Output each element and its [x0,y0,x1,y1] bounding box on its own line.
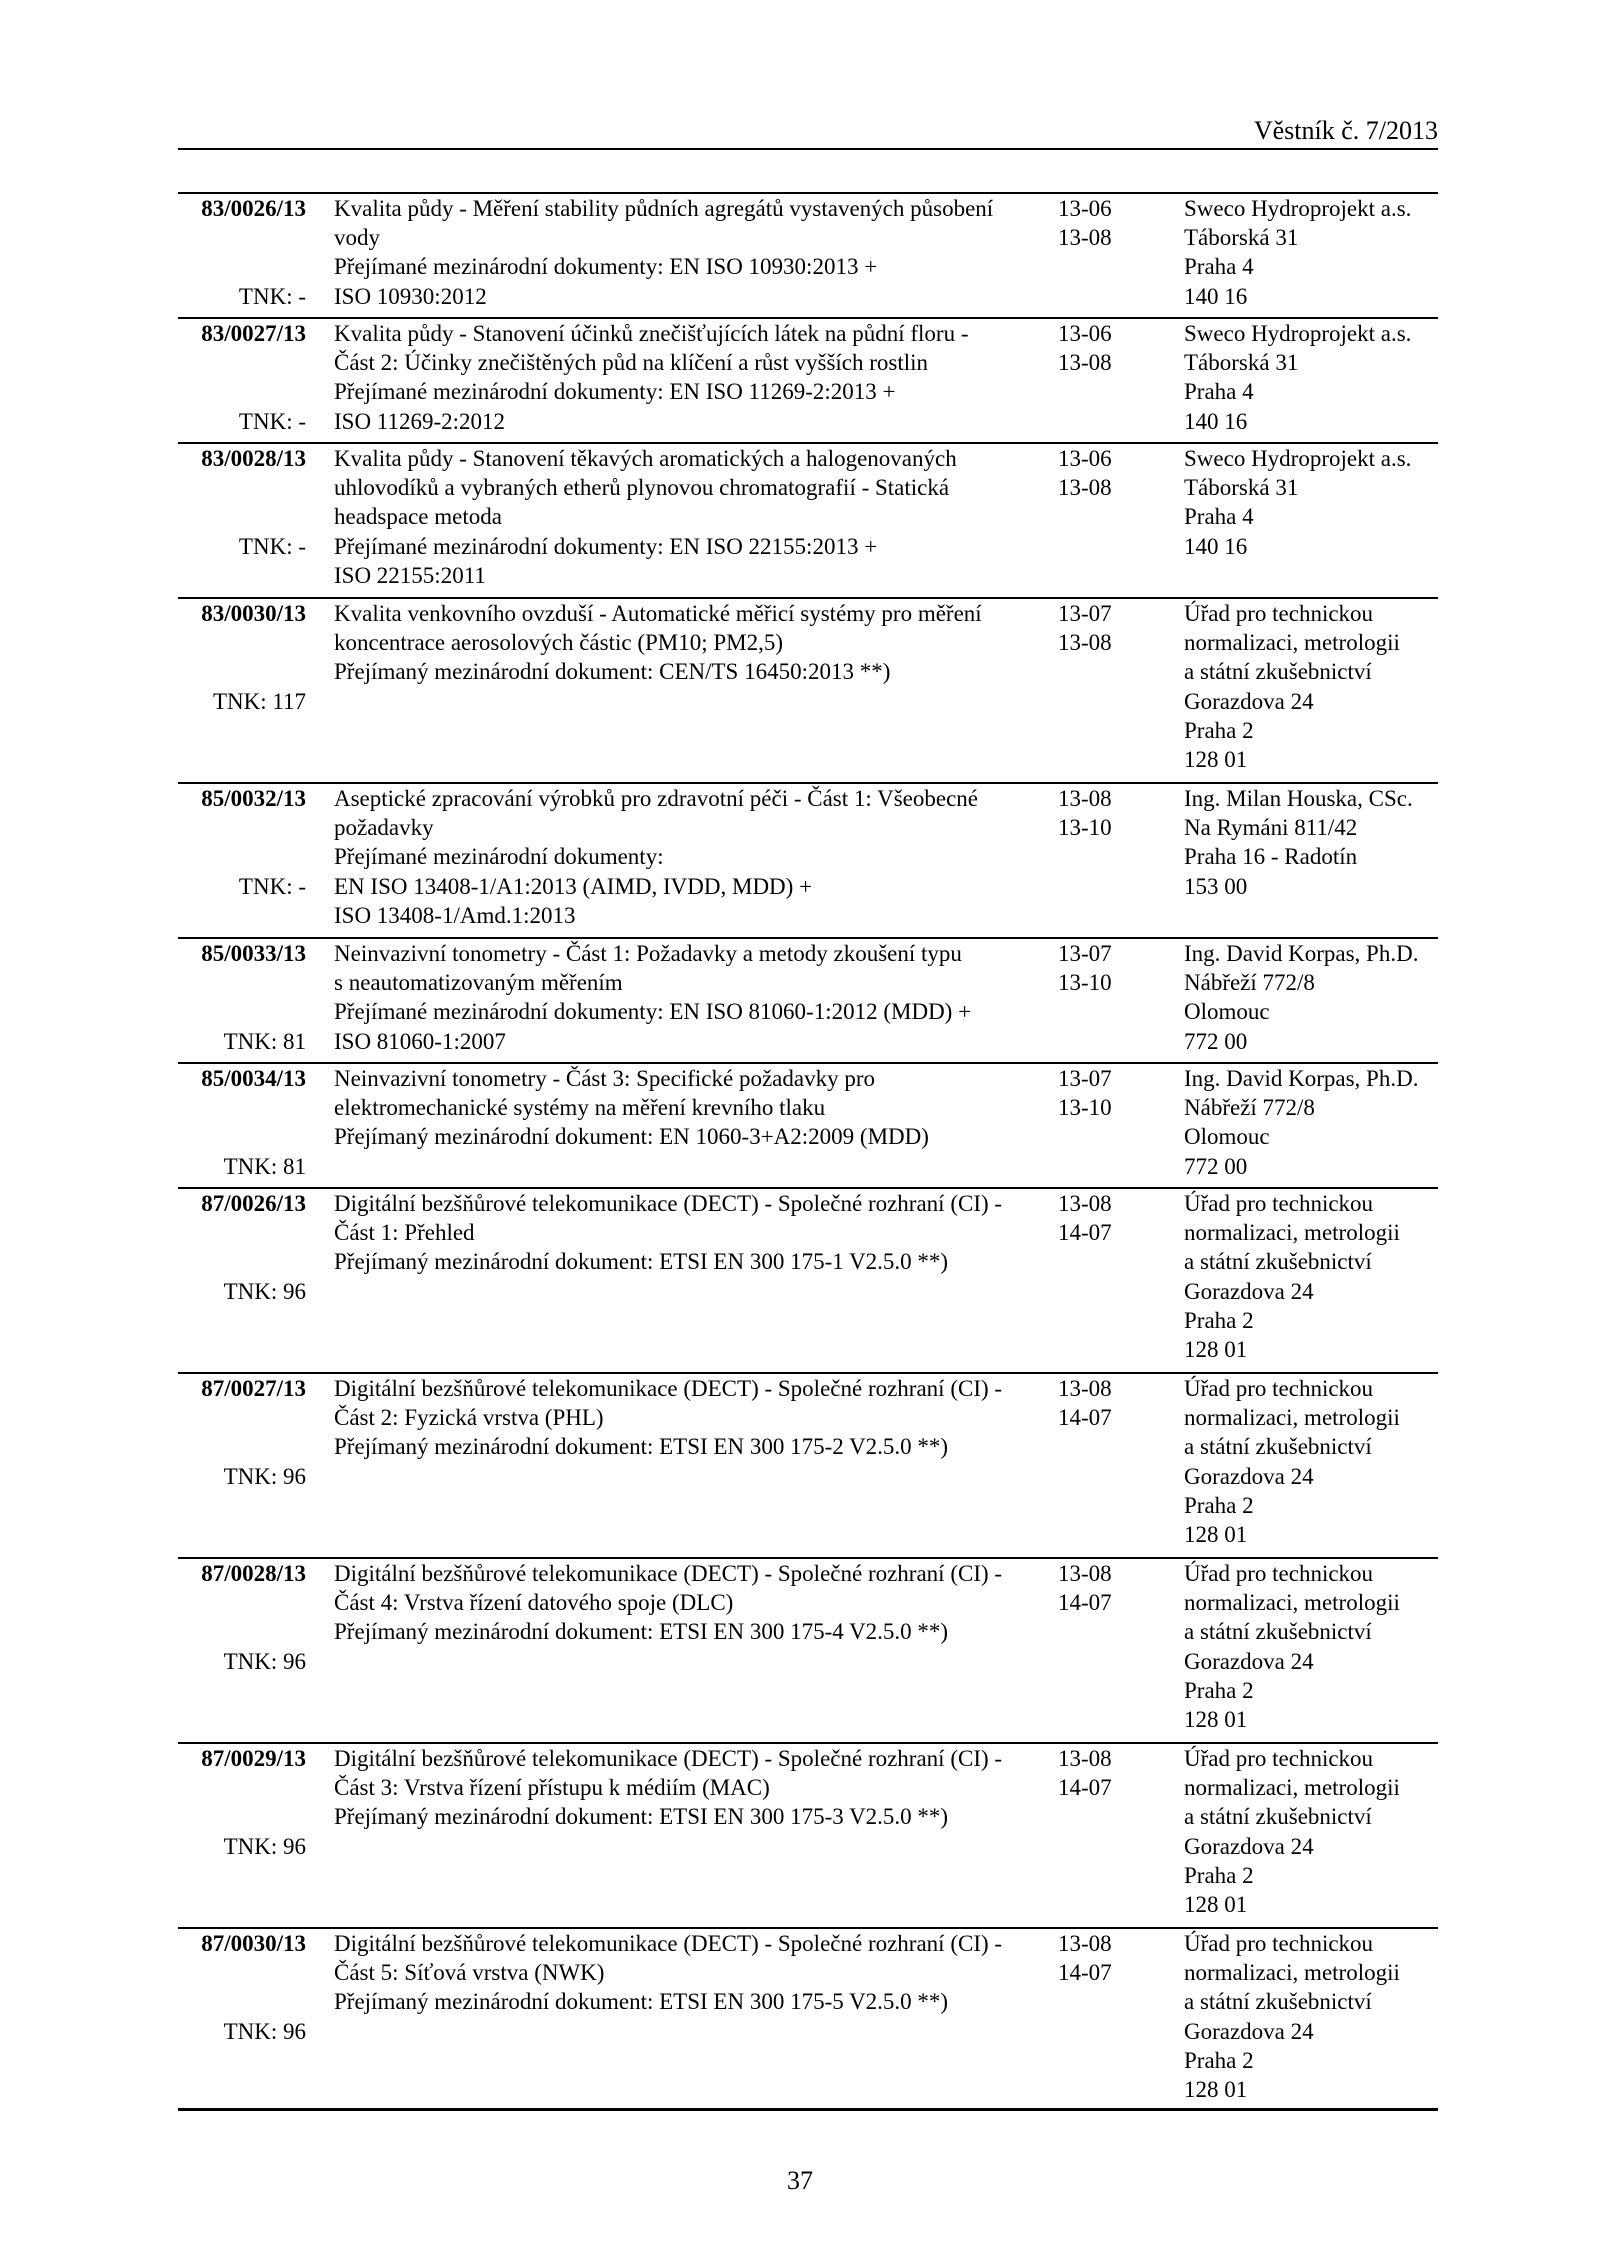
record-dates-cell [1058,1559,1148,1617]
record-row [178,1189,1438,1374]
record-row [178,1559,1438,1744]
address-line: Táborská 31 [1184,350,1299,376]
address-line: Olomouc [1184,999,1270,1025]
record-id-cell [178,194,306,311]
title-line: Kvalita půdy - Stanovení těkavých aromatických a halogenovaných [334,446,957,471]
address-line: a státní zkušebnictví [1184,1989,1372,2015]
record-number: 85/0033/13 [201,941,306,966]
date-value: 13-06 [1058,446,1112,471]
record-dates-cell [1058,1374,1148,1432]
record-row [178,444,1438,599]
title-line: ISO 11269-2:2012 [334,408,506,434]
date-value: 13-10 [1058,1095,1112,1121]
record-dates-cell [1058,1744,1148,1802]
record-address-cell [1184,1064,1438,1181]
title-line: Přejímaný mezinárodní dokument: ETSI EN 300 175-2 V2.5.0 **) [334,1434,949,1460]
address-line: 128 01 [1184,1522,1248,1548]
address-line: Sweco Hydroprojekt a.s. [1184,196,1412,221]
tnk-label: TNK: - [238,533,306,559]
title-line: Neinvazivní tonometry - Část 1: Požadavky a metody zkoušení typu [334,941,962,966]
record-id-cell [178,1744,306,1861]
record-row [178,1374,1438,1559]
record-row [178,784,1438,939]
address-line: 140 16 [1184,408,1248,434]
address-line: Gorazdova 24 [1184,1833,1314,1859]
title-line: elektromechanické systémy na měření krevního tlaku [334,1095,826,1121]
title-line: Část 3: Vrstva řízení přístupu k médiím (MAC) [334,1775,770,1801]
address-line: Praha 2 [1184,717,1254,743]
title-line: Přejímané mezinárodní dokumenty: EN ISO 81060-1:2012 (MDD) + [334,999,972,1025]
tnk-label: TNK: 96 [223,2018,306,2044]
record-address-cell [1184,1744,1438,1919]
record-address-cell [1184,319,1438,436]
record-row [178,1064,1438,1189]
title-line: Přejímaný mezinárodní dokument: ETSI EN 300 175-5 V2.5.0 **) [334,1989,949,2015]
address-line: Praha 2 [1184,1677,1254,1703]
date-value: 13-08 [1058,1931,1112,1956]
title-line: ISO 81060-1:2007 [334,1028,506,1054]
title-line: Digitální bezšňůrové telekomunikace (DECT) - Společné rozhraní (CI) - [334,1191,1003,1216]
tnk-label: TNK: - [238,283,306,309]
address-line: Úřad pro technickou [1184,1561,1374,1586]
tnk-label: TNK: 81 [223,1153,306,1179]
date-value: 13-06 [1058,321,1112,346]
title-line: ISO 13408-1/Amd.1:2013 [334,902,576,928]
address-line: normalizaci, metrologii [1184,1405,1400,1431]
record-row [178,599,1438,784]
title-line: Část 4: Vrstva řízení datového spoje (DLC) [334,1590,734,1616]
address-line: Praha 16 - Radotín [1184,844,1358,870]
title-line: Aseptické zpracování výrobků pro zdravotní péči - Část 1: Všeobecné [334,786,978,811]
tnk-label: TNK: 96 [223,1833,306,1859]
address-line: a státní zkušebnictví [1184,1804,1372,1830]
tnk-label: TNK: - [238,873,306,899]
record-number: 85/0034/13 [201,1066,306,1091]
address-line: Sweco Hydroprojekt a.s. [1184,321,1412,346]
record-row [178,939,1438,1064]
address-line: a státní zkušebnictví [1184,1249,1372,1275]
page-header [178,114,1438,150]
address-line: Gorazdova 24 [1184,688,1314,714]
title-line: Kvalita venkovního ovzduší - Automatické měřicí systémy pro měření [334,601,982,626]
record-number: 85/0032/13 [201,786,306,811]
address-line: Gorazdova 24 [1184,2018,1314,2044]
address-line: normalizaci, metrologii [1184,1590,1400,1616]
title-line: Digitální bezšňůrové telekomunikace (DECT) - Společné rozhraní (CI) - [334,1561,1003,1586]
address-line: 128 01 [1184,2077,1248,2103]
title-line: Část 1: Přehled [334,1220,475,1246]
address-line: Gorazdova 24 [1184,1463,1314,1489]
record-number: 83/0030/13 [201,601,306,626]
date-value: 13-08 [1058,630,1112,656]
address-line: Táborská 31 [1184,475,1299,501]
record-row [178,1744,1438,1929]
title-line: požadavky [334,815,434,841]
address-line: 128 01 [1184,1892,1248,1918]
date-value: 13-08 [1058,225,1112,251]
date-value: 13-08 [1058,1376,1112,1401]
address-line: Úřad pro technickou [1184,1746,1374,1771]
record-number: 87/0026/13 [201,1191,306,1216]
record-id-cell [178,1064,306,1181]
address-line: Úřad pro technickou [1184,1376,1374,1401]
title-line: uhlovodíků a vybraných etherů plynovou chromatografií - Statická [334,475,950,501]
address-line: 128 01 [1184,747,1248,773]
date-value: 13-10 [1058,815,1112,841]
record-number: 87/0028/13 [201,1561,306,1586]
record-dates-cell [1058,1189,1148,1247]
address-line: normalizaci, metrologii [1184,1960,1400,1986]
record-dates-cell [1058,599,1148,657]
title-line: Přejímaný mezinárodní dokument: ETSI EN 300 175-4 V2.5.0 **) [334,1619,949,1645]
record-id-cell [178,784,306,901]
tnk-label: TNK: 96 [223,1648,306,1674]
address-line: Praha 4 [1184,254,1254,280]
date-value: 14-07 [1058,1220,1112,1246]
records-table [178,192,1438,2111]
title-line: Neinvazivní tonometry - Část 3: Specifické požadavky pro [334,1066,875,1091]
record-number: 83/0026/13 [201,196,306,221]
date-value: 13-07 [1058,941,1112,966]
tnk-label: TNK: 96 [223,1463,306,1489]
address-line: 128 01 [1184,1707,1248,1733]
address-line: Ing. Milan Houska, CSc. [1184,786,1413,811]
address-line: normalizaci, metrologii [1184,1220,1400,1246]
address-line: 140 16 [1184,283,1248,309]
date-value: 13-08 [1058,1561,1112,1586]
record-number: 83/0028/13 [201,446,306,471]
address-line: normalizaci, metrologii [1184,1775,1400,1801]
date-value: 13-08 [1058,1746,1112,1771]
address-line: 128 01 [1184,1337,1248,1363]
record-address-cell [1184,1559,1438,1734]
date-value: 14-07 [1058,1590,1112,1616]
title-line: Kvalita půdy - Měření stability půdních agregátů vystavených působení [334,196,994,221]
record-dates-cell [1058,319,1148,377]
date-value: 13-06 [1058,196,1112,221]
record-address-cell [1184,1189,1438,1364]
address-line: Nábřeží 772/8 [1184,1095,1315,1121]
record-number: 87/0027/13 [201,1376,306,1401]
title-line: s neautomatizovaným měřením [334,970,623,996]
address-line: Úřad pro technickou [1184,1931,1374,1956]
date-value: 14-07 [1058,1960,1112,1986]
record-address-cell [1184,784,1438,901]
address-line: 153 00 [1184,873,1248,899]
address-line: Praha 2 [1184,1492,1254,1518]
record-id-cell [178,1374,306,1491]
title-line: ISO 10930:2012 [334,283,487,309]
title-line: Přejímaný mezinárodní dokument: CEN/TS 16450:2013 **) [334,659,891,685]
record-address-cell [1184,1929,1438,2104]
record-address-cell [1184,444,1438,561]
address-line: Gorazdova 24 [1184,1648,1314,1674]
date-value: 13-08 [1058,1191,1112,1216]
address-line: Táborská 31 [1184,225,1299,251]
journal-title: Věstník č. 7/2013 [1253,116,1438,145]
title-line: Digitální bezšňůrové telekomunikace (DECT) - Společné rozhraní (CI) - [334,1931,1003,1956]
record-dates-cell [1058,1929,1148,1987]
date-value: 13-07 [1058,601,1112,626]
page-number: 37 [787,2166,813,2195]
date-value: 14-07 [1058,1405,1112,1431]
title-line: Přejímaný mezinárodní dokument: EN 1060-3+A2:2009 (MDD) [334,1124,929,1150]
record-address-cell [1184,599,1438,774]
record-row [178,319,1438,444]
address-line: 772 00 [1184,1153,1248,1179]
title-line: Část 2: Účinky znečištěných půd na klíčení a růst vyšších rostlin [334,350,929,376]
title-line: koncentrace aerosolových částic (PM10; PM2,5) [334,630,784,656]
title-line: Digitální bezšňůrové telekomunikace (DECT) - Společné rozhraní (CI) - [334,1746,1003,1771]
record-id-cell [178,599,306,716]
tnk-label: TNK: 96 [223,1278,306,1304]
record-id-cell [178,939,306,1056]
address-line: Olomouc [1184,1124,1270,1150]
record-address-cell [1184,194,1438,311]
record-id-cell [178,1559,306,1676]
record-dates-cell [1058,444,1148,502]
record-number: 87/0029/13 [201,1746,306,1771]
address-line: Praha 2 [1184,2047,1254,2073]
date-value: 13-07 [1058,1066,1112,1091]
title-line: vody [334,225,380,251]
date-value: 13-08 [1058,475,1112,501]
address-line: Na Rymáni 811/42 [1184,815,1358,841]
title-line: ISO 22155:2011 [334,562,486,588]
date-value: 13-08 [1058,350,1112,376]
title-line: Kvalita půdy - Stanovení účinků znečišťujících látek na půdní floru - [334,321,969,346]
record-id-cell [178,1929,306,2046]
date-value: 14-07 [1058,1775,1112,1801]
record-id-cell [178,1189,306,1306]
record-row [178,1929,1438,2111]
date-value: 13-10 [1058,970,1112,996]
address-line: a státní zkušebnictví [1184,659,1372,685]
record-dates-cell [1058,194,1148,252]
tnk-label: TNK: - [238,408,306,434]
address-line: Sweco Hydroprojekt a.s. [1184,446,1412,471]
address-line: a státní zkušebnictví [1184,1434,1372,1460]
record-number: 83/0027/13 [201,321,306,346]
address-line: Praha 2 [1184,1862,1254,1888]
record-id-cell [178,444,306,561]
address-line: Ing. David Korpas, Ph.D. [1184,1066,1419,1091]
record-address-cell [1184,1374,1438,1549]
address-line: Ing. David Korpas, Ph.D. [1184,941,1419,966]
title-line: Přejímaný mezinárodní dokument: ETSI EN 300 175-3 V2.5.0 **) [334,1804,949,1830]
address-line: normalizaci, metrologii [1184,630,1400,656]
title-line: Část 2: Fyzická vrstva (PHL) [334,1405,604,1431]
address-line: Nábřeží 772/8 [1184,970,1315,996]
address-line: a státní zkušebnictví [1184,1619,1372,1645]
record-number: 87/0030/13 [201,1931,306,1956]
title-line: EN ISO 13408-1/A1:2013 (AIMD, IVDD, MDD) + [334,873,813,899]
record-row [178,194,1438,319]
record-dates-cell [1058,1064,1148,1122]
title-line: Přejímaný mezinárodní dokument: ETSI EN 300 175-1 V2.5.0 **) [334,1249,949,1275]
title-line: Přejímané mezinárodní dokumenty: EN ISO 10930:2013 + [334,254,878,280]
address-line: Úřad pro technickou [1184,1191,1374,1216]
address-line: Praha 4 [1184,504,1254,530]
address-line: Praha 4 [1184,379,1254,405]
record-address-cell [1184,939,1438,1056]
address-line: Praha 2 [1184,1307,1254,1333]
title-line: Přejímané mezinárodní dokumenty: [334,844,664,870]
tnk-label: TNK: 117 [212,688,306,714]
tnk-label: TNK: 81 [223,1028,306,1054]
title-line: Část 5: Síťová vrstva (NWK) [334,1960,605,1986]
record-id-cell [178,319,306,436]
title-line: headspace metoda [334,504,502,530]
address-line: Úřad pro technickou [1184,601,1374,626]
date-value: 13-08 [1058,786,1112,811]
record-dates-cell [1058,939,1148,997]
record-dates-cell [1058,784,1148,842]
address-line: 772 00 [1184,1028,1248,1054]
title-line: Přejímané mezinárodní dokumenty: EN ISO 11269-2:2013 + [334,379,896,405]
address-line: Gorazdova 24 [1184,1278,1314,1304]
title-line: Přejímané mezinárodní dokumenty: EN ISO 22155:2013 + [334,533,878,559]
address-line: 140 16 [1184,533,1248,559]
title-line: Digitální bezšňůrové telekomunikace (DECT) - Společné rozhraní (CI) - [334,1376,1003,1401]
